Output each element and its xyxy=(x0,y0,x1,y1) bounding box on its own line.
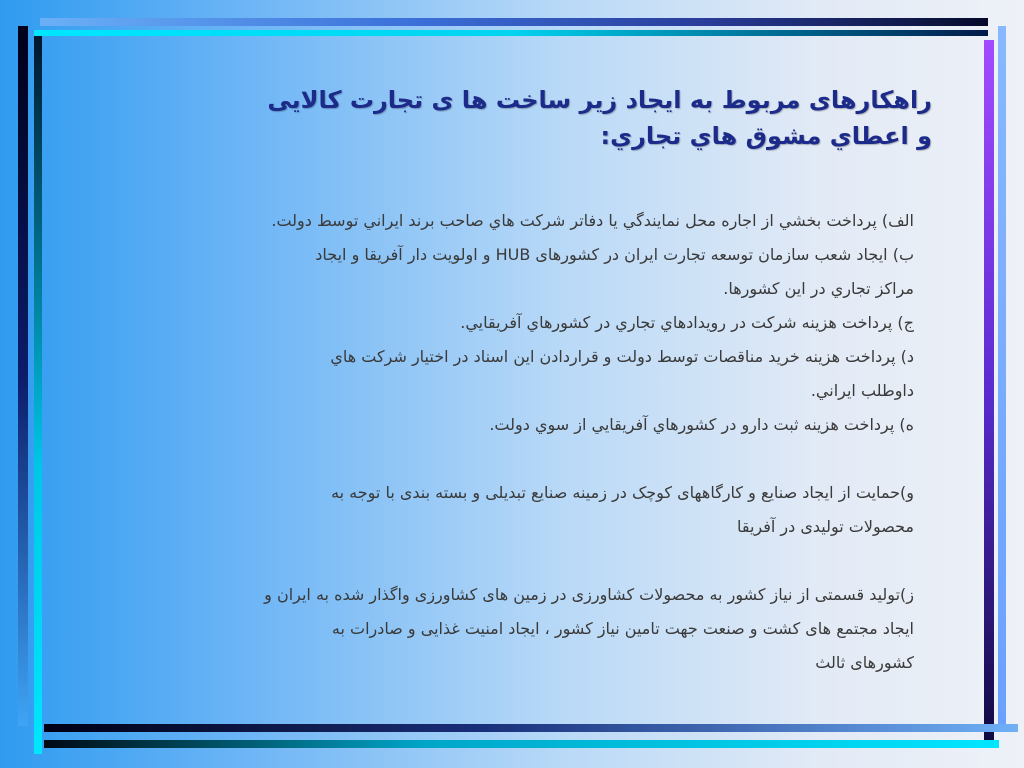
slide-body xyxy=(134,204,914,680)
paragraph-spacer xyxy=(134,442,914,476)
item-he xyxy=(134,408,914,442)
item-ze-line-3: کشورهای ثالث xyxy=(815,653,914,672)
right-border-bar-2 xyxy=(998,26,1006,726)
top-border-bar-2 xyxy=(34,30,988,36)
item-dal-line-1: د) پرداخت هزينه خريد مناقصات توسط دولت و قراردادن اين اسناد در اختيار شركت هاي xyxy=(330,347,914,366)
item-ze-line-1: ز)تولید قسمتی از نیاز کشور به محصولات کشاورزی در زمین های کشاورزی واگذار شده به ایران و xyxy=(264,585,914,604)
item-jim-text: ج) پرداخت هزينه شركت در رويدادهاي تجاري در كشورهاي آفريقايي. xyxy=(460,313,914,332)
left-border-bar-1 xyxy=(18,26,28,726)
title-line-2: و اعطاي مشوق هاي تجاري: xyxy=(600,122,932,150)
item-he-text: ه) پرداخت هزينه ثبت دارو در كشورهاي آفريقايي از سوي دولت. xyxy=(489,415,914,434)
item-dal xyxy=(134,340,914,408)
left-border-bar-2 xyxy=(34,36,42,754)
item-ze-line-2: ایجاد مجتمع های کشت و صنعت جهت تامین نیاز کشور ، ایجاد امنیت غذایی و صادرات به xyxy=(331,619,914,638)
bottom-border-bar-1 xyxy=(44,724,1018,732)
item-vav xyxy=(134,476,914,544)
item-be-line-2: مراكز تجاري در اين كشورها. xyxy=(723,279,914,298)
item-vav-line-1: و)حمایت از ایجاد صنایع و کارگاههای کوچک در زمینه صنایع تبدیلی و بسته بندی با توجه به xyxy=(331,483,914,502)
title-line-1: راهکارهای مربوط به ايجاد زير ساخت ها ی تجارت کالايی xyxy=(267,86,932,114)
item-be-line-1: ب) ايجاد شعب سازمان توسعه تجارت ايران در کشورهای HUB و اولويت دار آفريقا و ايجاد xyxy=(315,245,914,264)
paragraph-spacer xyxy=(134,544,914,578)
item-dal-line-2: داوطلب ايراني. xyxy=(810,381,914,400)
item-alef xyxy=(134,204,914,238)
item-ze xyxy=(134,578,914,680)
item-be xyxy=(134,238,914,306)
bottom-border-bar-2 xyxy=(44,740,999,748)
slide-title xyxy=(212,82,932,154)
right-border-bar-1 xyxy=(984,40,994,744)
item-jim xyxy=(134,306,914,340)
top-border-bar-1 xyxy=(40,18,988,26)
item-vav-line-2: محصولات تولیدی در آفریقا xyxy=(736,517,914,536)
item-alef-text: الف) پرداخت بخشي از اجاره محل نمايندگي يا دفاتر شركت هاي صاحب برند ايراني توسط دولت. xyxy=(271,211,914,230)
